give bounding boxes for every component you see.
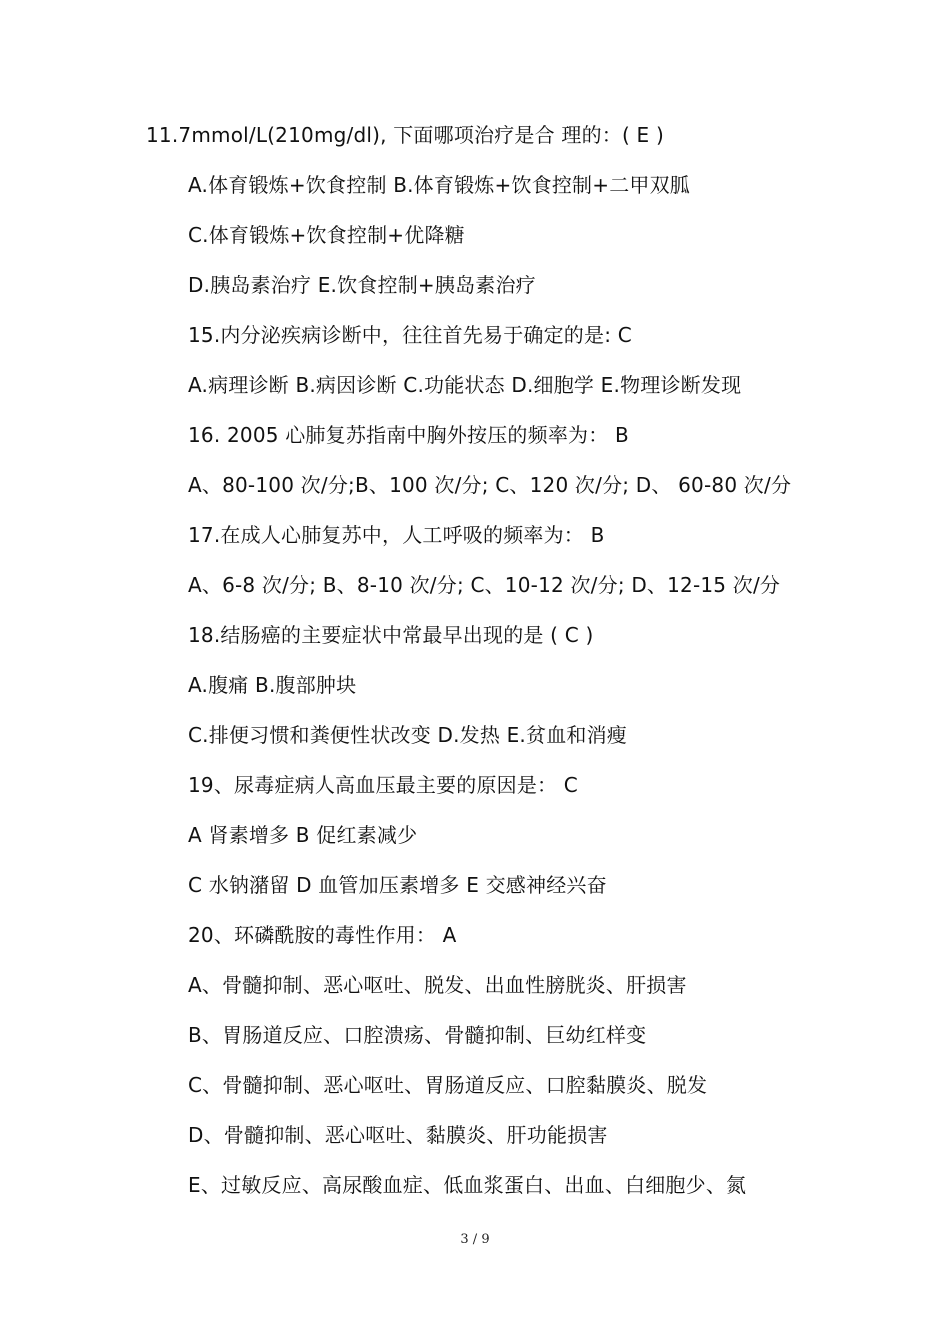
text-line-question-16: 16. 2005 心肺复苏指南中胸外按压的频率为： B [188,423,629,447]
text-line-option: A、骨髓抑制、恶心呕吐、脱发、出血性膀胱炎、肝损害 [188,973,687,997]
text-line-option: C、骨髓抑制、恶心呕吐、胃肠道反应、口腔黏膜炎、脱发 [188,1073,708,1097]
text-line-option: D、骨髓抑制、恶心呕吐、黏膜炎、肝功能损害 [188,1123,608,1147]
text-line-option: D.胰岛素治疗 E.饮食控制+胰岛素治疗 [188,273,536,297]
text-line-option: C.体育锻炼+饮食控制+优降糖 [188,223,465,247]
text-line-option: C 水钠潴留 D 血管加压素增多 E 交感神经兴奋 [188,873,607,897]
text-line-continuation: 11.7mmol/L(210mg/dl), 下面哪项治疗是合 理的：( E ) [146,123,664,147]
text-line-option: A.病理诊断 B.病因诊断 C.功能状态 D.细胞学 E.物理诊断发现 [188,373,742,397]
text-line-question-20: 20、环磷酰胺的毒性作用： A [188,923,457,947]
text-line-option: C.排便习惯和粪便性状改变 D.发热 E.贫血和消瘦 [188,723,627,747]
text-line-option: E、过敏反应、高尿酸血症、低血浆蛋白、出血、白细胞少、氮 [188,1173,747,1197]
text-line-option: A 肾素增多 B 促红素减少 [188,823,418,847]
text-line-question-19: 19、尿毒症病人高血压最主要的原因是： C [188,773,578,797]
text-line-question-17: 17.在成人心肺复苏中，人工呼吸的频率为： B [188,523,605,547]
text-line-option: A、80-100 次/分;B、100 次/分; C、120 次/分; D、 60-80 次/分 [188,473,792,497]
text-line-question-15: 15.内分泌疾病诊断中，往往首先易于确定的是: C [188,323,632,347]
text-line-option: A.腹痛 B.腹部肿块 [188,673,357,697]
text-line-option: A、6-8 次/分; B、8-10 次/分; C、10-12 次/分; D、12-15 次/分 [188,573,781,597]
page-number: 3 / 9 [460,1232,490,1247]
text-line-option: B、胃肠道反应、口腔溃疡、骨髓抑制、巨幼红样变 [188,1023,647,1047]
text-line-option: A.体育锻炼+饮食控制 B.体育锻炼+饮食控制+二甲双胍 [188,173,690,197]
text-line-question-18: 18.结肠癌的主要症状中常最早出现的是 ( C ) [188,623,594,647]
